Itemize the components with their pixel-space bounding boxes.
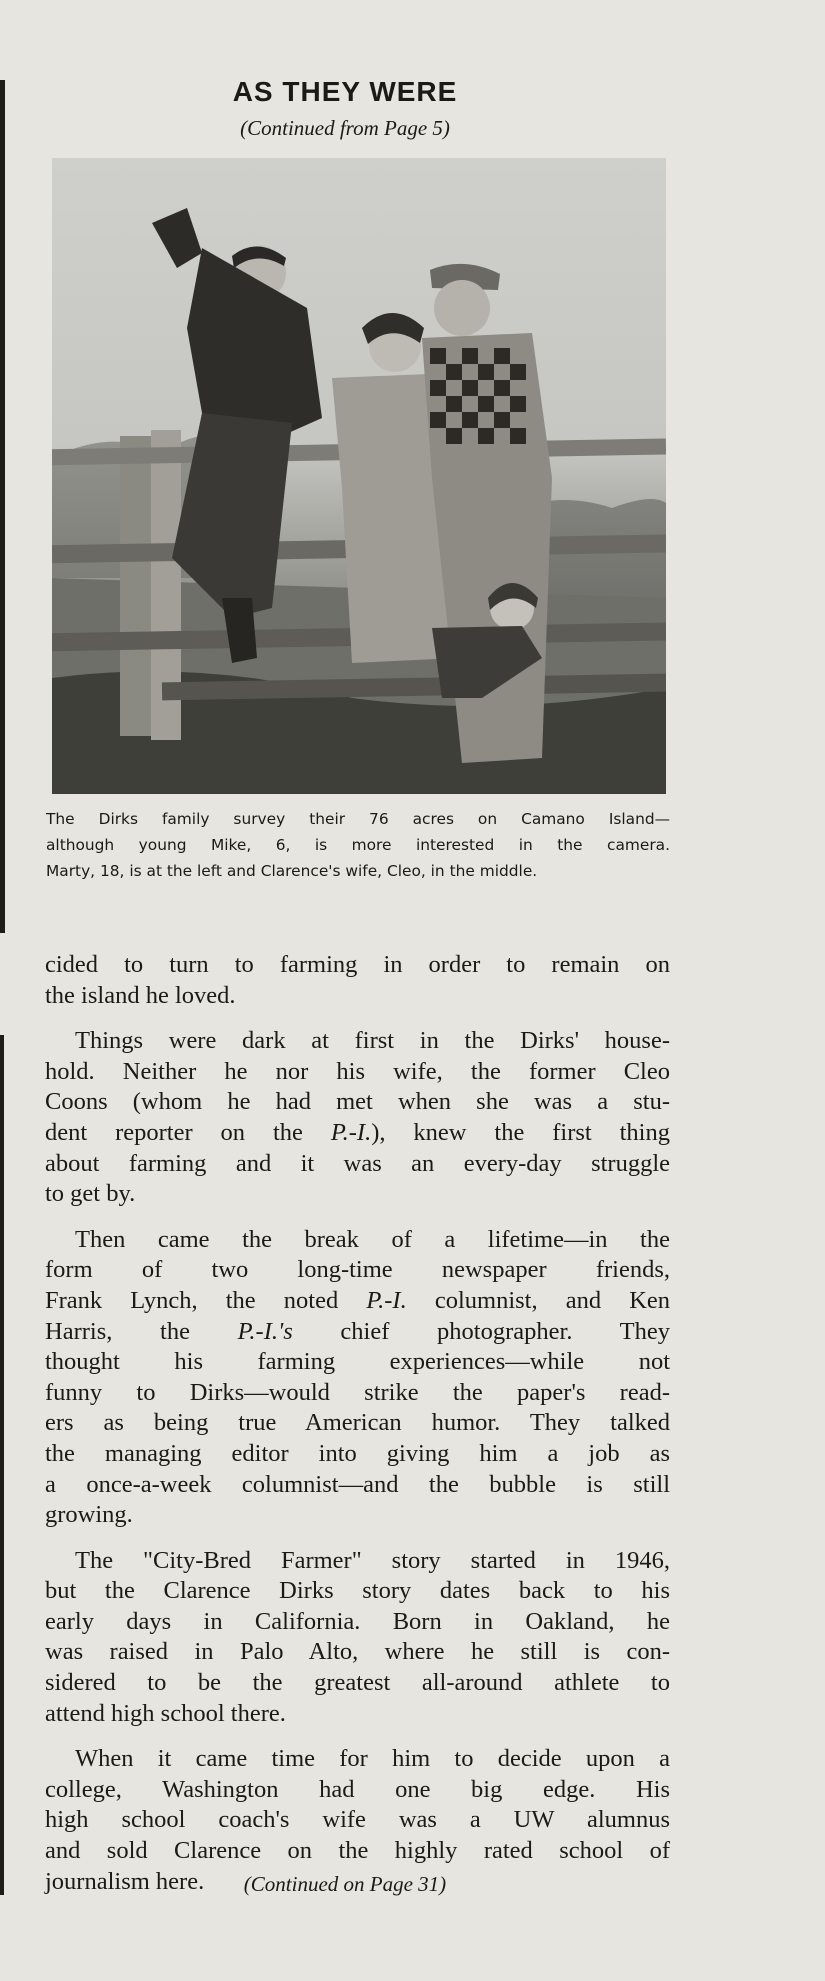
caption-line: Marty, 18, is at the left and Clarence's wife, Cleo, in the middle. xyxy=(46,862,538,880)
text-run: Harris, the xyxy=(45,1317,238,1345)
text-line: Things were dark at first in the Dirks' house- xyxy=(75,1027,670,1055)
column-rule-top xyxy=(0,80,5,933)
text-line: When it came time for him to decide upon a xyxy=(75,1745,670,1773)
text-line: early days in California. Born in Oakland, he xyxy=(45,1607,670,1635)
text-line: form of two long-time newspaper friends, xyxy=(45,1256,670,1284)
text-line: a once-a-week columnist—and the bubble is still xyxy=(45,1470,670,1498)
text-run: chief photographer. They xyxy=(292,1317,670,1345)
headline: AS THEY WERE xyxy=(232,76,458,107)
text-line: the island he loved. xyxy=(45,981,236,1009)
text-run: ), knew the first thing xyxy=(371,1118,670,1146)
text-line: Coons (whom he had met when she was a stu- xyxy=(45,1088,670,1116)
text-line: The "City-Bred Farmer" story started in 1946, xyxy=(75,1546,670,1574)
text-line xyxy=(45,1118,670,1149)
article-paragraph-3 xyxy=(45,1225,670,1531)
text-line: Then came the break of a lifetime—in the xyxy=(75,1225,670,1253)
photo-caption xyxy=(46,806,670,884)
text-line: attend high school there. xyxy=(45,1699,286,1727)
continued-from-note: (Continued from Page 5) xyxy=(240,116,450,140)
text-line: and sold Clarence on the highly rated school of xyxy=(45,1837,670,1865)
article-body xyxy=(45,950,670,1912)
text-line: was raised in Palo Alto, where he still is con- xyxy=(45,1638,670,1666)
text-line: growing. xyxy=(45,1501,133,1529)
text-line: college, Washington had one big edge. His xyxy=(45,1775,670,1803)
text-run: columnist, and Ken xyxy=(406,1286,671,1314)
text-line: to get by. xyxy=(45,1180,136,1208)
continued-on-note: (Continued on Page 31) xyxy=(243,1872,447,1896)
text-line xyxy=(45,1286,670,1317)
text-line xyxy=(45,1317,670,1348)
text-line: ers as being true American humor. They talked xyxy=(45,1409,670,1437)
text-line: cided to turn to farming in order to remain on xyxy=(45,951,670,978)
column-rule-bottom xyxy=(0,1035,4,1895)
text-run: Frank Lynch, the noted xyxy=(45,1286,367,1314)
newspaper-name: P.-I. xyxy=(330,1118,372,1146)
newspaper-name: P.-I. xyxy=(366,1286,407,1314)
text-line: about farming and it was an every-day struggle xyxy=(45,1149,670,1177)
text-line: funny to Dirks—would strike the paper's read- xyxy=(45,1378,670,1406)
article-paragraph-2 xyxy=(45,1026,670,1210)
text-line: hold. Neither he nor his wife, the former Cleo xyxy=(45,1057,670,1085)
caption-line: although young Mike, 6, is more interested in the camera. xyxy=(46,836,670,854)
text-line: the managing editor into giving him a job as xyxy=(45,1439,670,1467)
text-line: high school coach's wife was a UW alumnus xyxy=(45,1806,670,1834)
family-photo xyxy=(52,158,666,794)
newspaper-name: P.-I.'s xyxy=(237,1317,293,1345)
text-line: sidered to be the greatest all-around athlete to xyxy=(45,1669,670,1697)
article-paragraph-4 xyxy=(45,1546,670,1730)
text-line: but the Clarence Dirks story dates back to his xyxy=(45,1577,670,1605)
text-line: journalism here. xyxy=(45,1867,205,1895)
text-line: thought his farming experiences—while not xyxy=(45,1348,670,1376)
caption-line: The Dirks family survey their 76 acres on Camano Island— xyxy=(46,810,670,828)
text-run: dent reporter on the xyxy=(45,1118,331,1146)
article-paragraph-1 xyxy=(45,950,670,1011)
